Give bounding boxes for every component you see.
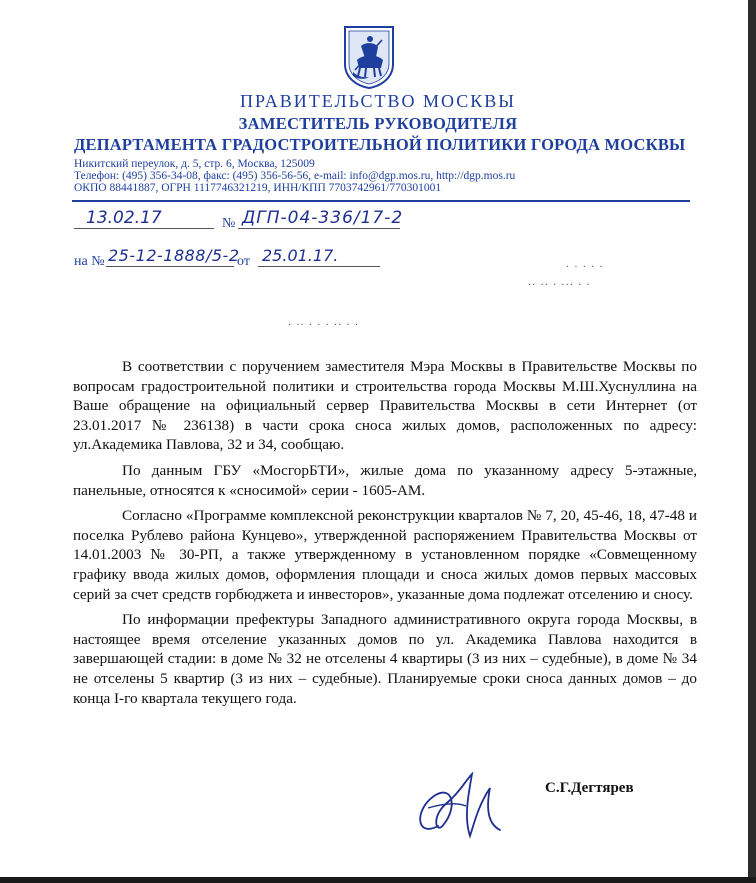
handwritten-signature: [408, 766, 518, 852]
number-underline: [238, 228, 400, 229]
outgoing-number: ДГП-04-336/17-2: [242, 208, 404, 228]
number-prefix: №: [222, 216, 236, 231]
reply-number: 25-12-1888/5-2: [108, 246, 240, 265]
government-title: ПРАВИТЕЛЬСТВО МОСКВЫ: [239, 91, 516, 111]
reply-date-underline: [258, 266, 380, 267]
registry-line: ОКПО 88441887, ОГРН 1117746321219, ИНН/КПП 7703742961/770301001: [74, 182, 442, 194]
date-underline: [74, 228, 214, 229]
department-title: ДЕПАРТАМЕНТА ГРАДОСТРОИТЕЛЬНОЙ ПОЛИТИКИ ГОРОДА МОСКВЫ: [74, 135, 686, 154]
body-paragraph: По информации префектуры Западного административного округа города Москвы, в настоящее время отселение указанных домов по ул. Академика Павлова находится в завершающей стадии: в доме № 32 не отселены 4 квартиры (3 из них – судебные), в доме № 34 не отселены 5 квартир (3 из них – судебные). Планируемые сроки сноса данных домов – до конца I-го квартала текущего года.: [73, 611, 697, 707]
contacts-line: Телефон: (495) 356-34-08, факс: (495) 356-56-56, e-mail: info@dgp.mos.ru, http://dgp.mos.ru: [74, 170, 516, 182]
redacted-addressee-line-2: ·· ·· · ··· · ·: [528, 280, 591, 291]
moscow-coat-of-arms-icon: [341, 24, 397, 90]
signer-name: С.Г.Дегтярев: [545, 780, 634, 796]
reply-number-underline: [106, 266, 234, 267]
reply-prefix: на №: [74, 254, 105, 269]
body-paragraph: По данным ГБУ «МосгорБТИ», жилые дома по указанному адресу 5-этажные, панельные, относятся к «сносимой» серии - 1605-АМ.: [73, 461, 697, 499]
address-line: Никитский переулок, д. 5, стр. 6, Москва, 125009: [74, 158, 315, 170]
letterhead-rule: [72, 200, 690, 202]
scan-edge-bottom: [0, 877, 756, 883]
reply-from-prefix: от: [237, 254, 250, 269]
reply-date: 25.01.17.: [262, 246, 339, 265]
redacted-salutation: · ·· · · · ·· · ·: [288, 320, 360, 331]
body-paragraph: Согласно «Программе комплексной реконструкции кварталов № 7, 20, 45-46, 18, 47-48 и поселка Рублево района Кунцево», утвержденной распоряжением Правительства Москвы от 14.01.2003 № 30-РП, а также утвержденному в установленном порядке «Совмещенному графику ввода жилых домов, оформления площади и сноса жилых домов первых массовых серий за счет средств горбюджета и инвесторов», указанные дома подлежат отселению и сносу.: [73, 507, 697, 603]
letter-body: [73, 357, 697, 708]
body-paragraph: В соответствии с поручением заместителя Мэра Москвы в Правительстве Москвы по вопросам градостроительной политики и строительства города Москвы М.Ш.Хуснуллина на Ваше обращение на официальный сервер Правительства Москвы в сети Интернет (от 23.01.2017 № 236138) в части срока сноса жилых домов, расположенных по адресу: ул.Академика Павлова, 32 и 34, сообщаю.: [73, 358, 697, 454]
deputy-title: ЗАМЕСТИТЕЛЬ РУКОВОДИТЕЛЯ: [238, 114, 518, 133]
outgoing-date: 13.02.17: [86, 208, 162, 228]
redacted-addressee-line-1: · · · · ·: [566, 262, 604, 273]
